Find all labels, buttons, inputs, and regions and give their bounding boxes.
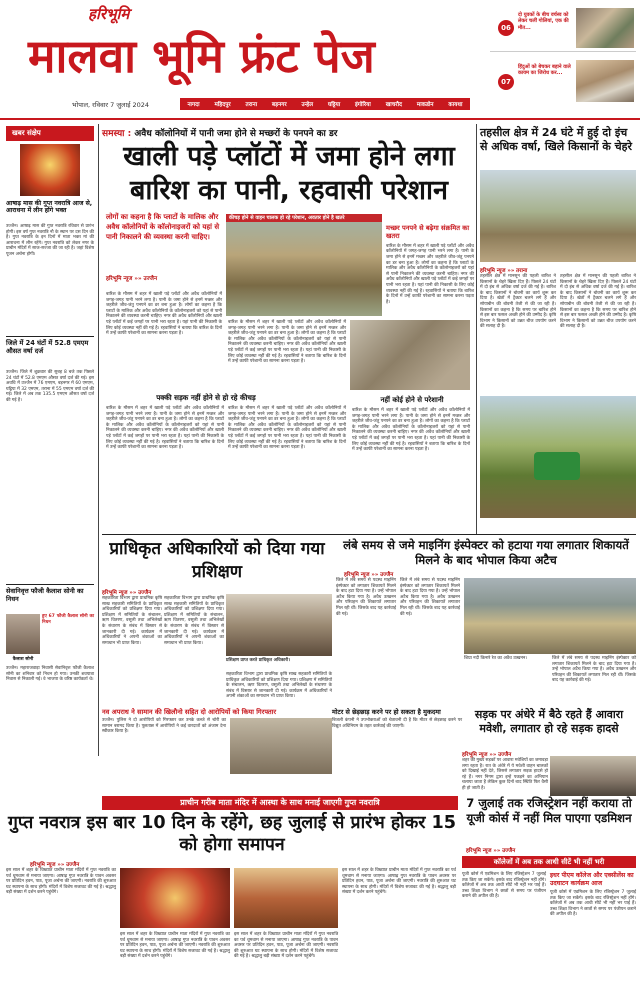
navratri-body-1: इस साल में शहर के विख्यात प्राचीन माता मंदिरों में गुप्त नवरात्रि का पर्व धूमधाम से मनाया जाएगा। आषाढ़ गुप्त नवरात्रि के पावन अवसर पर प्रतिदिन हवन, पाठ, पूजा अर्चना की जाएगी। नवरात्रि की शुरुआत घट स्थापना के साथ होगी। मंदिरों में विशेष सजावट की गई है। श्रद्धालु बड़ी संख्या में दर्शन करने पहुंचेंगे। bbox=[6, 868, 116, 896]
cattle-headline: सड़क पर अंधेरे में बैठे रहते हैं आवारा मवेशी, लगातार हो रहे सड़क हादसे bbox=[474, 708, 624, 735]
tractor-icon bbox=[534, 452, 580, 480]
farmers-body-2: तहसील क्षेत्र में मानसून की पहली बारिश ने किसानों के चेहरे खिला दिए हैं। पिछले 24 घंटों में दो इंच से अधिक वर्षा दर्ज की गई है। बारिश के बाद किसानों ने बोवनी का कार्य शुरू कर दिया है। खेतों में ट्रैक्टर चलने लगे हैं और सोयाबीन की बोवनी तेजी से की जा रही है। किसानों का कहना है कि समय पर बारिश होने से इस बार फसल अच्छी होने की उम्मीद है। कृषि विभाग ने किसानों को उन्नत बीज उपयोग करने की सलाह दी है। bbox=[560, 274, 636, 330]
district-10: कायथा bbox=[448, 102, 463, 108]
training-body-3: सहकारिता विभाग द्वारा प्राथमिक कृषि साख सहकारी समितियों के प्राधिकृत अधिकारियों को प्रशिक्षण दिया गया। प्रशिक्षण में समितियों के संचालन, ऋण वितरण, वसूली तथा अभिलेखों के संधारण के संबंध में विस्तार से जानकारी दी गई। कार्यक्रम में अधिकारियों ने अपनी शंकाओं का समाधान भी प्राप्त किया। bbox=[226, 672, 332, 700]
farmers-story bbox=[480, 126, 636, 536]
cattle-body-1: शहर की मुख्य सड़कों पर आवारा मवेशियों का जमावड़ा लगा रहता है। रात के अंधेरे में ये मवेशी वाहन चालकों को दिखाई नहीं देते, जिससे लगातार सड़क हादसे हो रहे हैं। नगर निगम द्वारा इन्हें पकड़ने का अभियान चलाया जाता है लेकिन कुछ दिनों बाद स्थिति फिर वैसी ही हो जाती है। bbox=[462, 758, 548, 791]
training-byline: हरिभूमि न्यूज »» उज्जैन bbox=[102, 590, 152, 596]
lead-photo-caption: कीचड़ होने से वाहन चालक हो रहे परेशान, अवतार होने है खतरे bbox=[226, 214, 382, 222]
navratri-photo-1 bbox=[120, 868, 230, 928]
district-9: माकडोन bbox=[416, 102, 434, 108]
crime-body: उज्जैन। पुलिस ने दो आरोपियों को गिरफ्तार कर उनके कब्जे से चोरी का सामान बरामद किया है। पूछताछ में आरोपियों ने कई वारदातों को अंजाम देना स्वीकार किया है। bbox=[102, 718, 226, 735]
college-byline: हरिभूमि न्यूज »» उज्जैन bbox=[466, 848, 516, 854]
college-story bbox=[462, 796, 636, 1004]
navratri-byline: हरिभूमि न्यूज »» उज्जैन bbox=[30, 862, 80, 868]
mining-story bbox=[336, 538, 636, 706]
lead-inset-body: बारिश के मौसम में शहर में खाली पड़े प्लॉटों और अवैध कॉलोनियों में जगह-जगह पानी भरने लगा है। पानी के जमा होने से इनमें मच्छर और जहरीले जीव-जंतु पनपने का डर बना हुआ है। लोगों का कहना है कि प्लाटों के मालिक और अवैध कॉलोनियों के कॉलोनाइजरों को यहां से पानी निकालने की व्यवस्था करनी चाहिए। नगर की अवैध कॉलोनियों और खाली पड़े प्लॉटों में कई जगहों पर पानी भरा रहता है। यहां पानी की निकासी के लिए कोई व्यवस्था नहीं की गई है। रहवासियों ने बताया कि बारिश के दिनों में उन्हें काफी परेशानी का सामना करना पड़ता है। bbox=[386, 243, 474, 305]
crime-photo bbox=[230, 718, 332, 774]
district-8: खाचरौद bbox=[385, 102, 402, 108]
training-story bbox=[102, 538, 332, 708]
lead-body-col-5: बारिश के मौसम में शहर में खाली पड़े प्लॉटों और अवैध कॉलोनियों में जगह-जगह पानी भरने लगा है। पानी के जमा होने से इनमें मच्छर और जहरीले जीव-जंतु पनपने का डर बना हुआ है। लोगों का कहना है कि प्लाटों के मालिक और अवैध कॉलोनियों के कॉलोनाइजरों को यहां से पानी निकालने की व्यवस्था करनी चाहिए। नगर की अवैध कॉलोनियों और खाली पड़े प्लॉटों में कई जगहों पर पानी भरा रहता है। यहां पानी की निकासी के लिए कोई व्यवस्था नहीं की गई है। रहवासियों ने बताया कि बारिश के दिनों में उन्हें काफी परेशानी का सामना करना पड़ता है। bbox=[352, 408, 470, 453]
district-6: घट्टिया bbox=[327, 102, 341, 108]
training-caption: प्रशिक्षण प्राप्त करते प्राधिकृत अधिकारी। bbox=[226, 658, 290, 663]
navratri-headline: गुप्त नवरात्र इस बार 10 दिन के रहेंगे, छह जुलाई से प्रारंभ होकर 15 को होगा समापन bbox=[7, 813, 457, 855]
training-body-1: सहकारिता विभाग द्वारा प्राथमिक कृषि साख सहकारी समितियों के प्राधिकृत अधिकारियों को प्रशिक्षण दिया गया। प्रशिक्षण में समितियों के संचालन, ऋण वितरण, वसूली तथा अभिलेखों के संधारण के संबंध में विस्तार से जानकारी दी गई। कार्यक्रम में अधिकारियों ने अपनी शंकाओं का समाधान भी प्राप्त किया। bbox=[102, 596, 162, 646]
navratri-body-4: इस साल में शहर के विख्यात प्राचीन माता मंदिरों में गुप्त नवरात्रि का पर्व धूमधाम से मनाया जाएगा। आषाढ़ गुप्त नवरात्रि के पावन अवसर पर प्रतिदिन हवन, पाठ, पूजा अर्चना की जाएगी। नवरात्रि की शुरुआत घट स्थापना के साथ होगी। मंदिरों में विशेष सजावट की गई है। श्रद्धालु बड़ी संख्या में दर्शन करने पहुंचेंगे। bbox=[342, 868, 456, 896]
cattle-body bbox=[336, 750, 636, 794]
lead-byline: हरिभूमि न्यूज »» उज्जैन bbox=[106, 276, 158, 282]
college-sub: इधर पीएम कॉलेज और एक्सीलेंस का उदघाटन कार्यक्रम आज bbox=[550, 872, 634, 887]
lead-photo bbox=[226, 214, 382, 316]
training-headline: प्राधिकृत अधिकारियों को दिया गया प्रशिक्षण bbox=[109, 539, 325, 582]
promo-text: दो युवकों के बीच वर्चस्व को लेकर चलीं गोलियां, एक की मौत... bbox=[518, 12, 569, 31]
masthead-rule bbox=[0, 118, 640, 120]
college-banner: कॉलेजों में अब तक आधी सीटें भी नहीं भरी bbox=[462, 856, 636, 868]
brand-logo: हरिभूमि bbox=[88, 5, 130, 23]
college-body-2: यूजी कोर्स में एडमिशन के लिए रजिस्ट्रेशन 7 जुलाई तक किए जा सकेंगे। इसके बाद रजिस्ट्रेशन नहीं होंगे। कॉलेजों में अब तक आधी सीटें भी नहीं भर पाई हैं। उच्च शिक्षा विभाग ने छात्रों से समय पर पंजीयन कराने की अपील की है। bbox=[550, 890, 636, 918]
district-4: बड़नगर bbox=[271, 102, 287, 108]
training-photo bbox=[226, 594, 332, 656]
meter-body: बिजली कंपनी ने उपभोक्ताओं को चेतावनी दी है कि मीटर से छेड़छाड़ करने पर विद्युत अधिनियम के तहत कार्रवाई की जाएगी। bbox=[332, 718, 462, 729]
farmers-body-1: तहसील क्षेत्र में मानसून की पहली बारिश ने किसानों के चेहरे खिला दिए हैं। पिछले 24 घंटों में दो इंच से अधिक वर्षा दर्ज की गई है। बारिश के बाद किसानों ने बोवनी का कार्य शुरू कर दिया है। खेतों में ट्रैक्टर चलने लगे हैं और सोयाबीन की बोवनी तेजी से की जा रही है। किसानों का कहना है कि समय पर बारिश होने से इस बार फसल अच्छी होने की उम्मीद है। कृषि विभाग ने किसानों को उन्नत बीज उपयोग करने की सलाह दी है। bbox=[480, 274, 556, 330]
college-headline: 7 जुलाई तक रजिस्ट्रेशन नहीं कराया तो यूजी कोर्स में नहीं मिल पाएगा एडमिशन bbox=[466, 796, 632, 825]
promo-text: हिंदुओं को बेचकर बहाने वाले कायम का जिरोध कर... bbox=[518, 64, 571, 77]
mining-headline: लंबे समय से जमे माइनिंग इंस्पेक्टर को हटाया गया लगातार शिकायतें मिलने के बाद भोपाल किया अटैच bbox=[343, 538, 629, 567]
masthead bbox=[0, 0, 640, 122]
promo-photo bbox=[576, 8, 634, 48]
sidebar-item-3-body: उज्जैन। महाराजवाड़ा निवासी सेवानिवृत्त फौजी कैलाश सोनी का शनिवार को निधन हो गया। उनकी शवयात्रा निवास से निकाली गई। वे भाजपा के वरिष्ठ कार्यकर्ता थे। bbox=[6, 666, 94, 683]
lead-photo-2 bbox=[350, 320, 470, 390]
cattle-byline: हरिभूमि न्यूज »» उज्जैन bbox=[462, 752, 512, 758]
farmers-headline: तहसील क्षेत्र में 24 घंटे में हुई दो इंच से अधिक वर्षा, खिले किसानों के चेहरे bbox=[480, 126, 632, 153]
lead-kicker bbox=[102, 126, 474, 139]
lead-body-col-3: बारिश के मौसम में शहर में खाली पड़े प्लॉटों और अवैध कॉलोनियों में जगह-जगह पानी भरने लगा है। पानी के जमा होने से इनमें मच्छर और जहरीले जीव-जंतु पनपने का डर बना हुआ है। लोगों का कहना है कि प्लाटों के मालिक और अवैध कॉलोनियों के कॉलोनाइजरों को यहां से पानी निकालने की व्यवस्था करनी चाहिए। नगर की अवैध कॉलोनियों और खाली पड़े प्लॉटों में कई जगहों पर पानी भरा रहता है। यहां पानी की निकासी के लिए कोई व्यवस्था नहीं की गई है। रहवासियों ने बताया कि बारिश के दिनों में उन्हें काफी परेशानी का सामना करना पड़ता है। bbox=[106, 406, 224, 451]
promo-box-1 bbox=[490, 6, 636, 52]
mining-byline: हरिभूमि न्यूज »» उज्जैन bbox=[344, 572, 394, 578]
lead-story bbox=[102, 126, 474, 526]
sidebar-obit-label: हुए 67 फौजी कैलाश सोनी का निधन bbox=[42, 614, 94, 625]
sidebar-header: खबर संक्षेप bbox=[6, 126, 94, 141]
lead-inset bbox=[386, 224, 474, 316]
lead-body-col-1: बारिश के मौसम में शहर में खाली पड़े प्लॉटों और अवैध कॉलोनियों में जगह-जगह पानी भरने लगा है। पानी के जमा होने से इनमें मच्छर और जहरीले जीव-जंतु पनपने का डर बना हुआ है। लोगों का कहना है कि प्लाटों के मालिक और अवैध कॉलोनियों के कॉलोनाइजरों को यहां से पानी निकालने की व्यवस्था करनी चाहिए। नगर की अवैध कॉलोनियों और खाली पड़े प्लॉटों में कई जगहों पर पानी भरा रहता है। यहां पानी की निकासी के लिए कोई व्यवस्था नहीं की गई है। रहवासियों ने बताया कि बारिश के दिनों में उन्हें काफी परेशानी का सामना करना पड़ता है। bbox=[106, 292, 222, 337]
lead-headline: खाली पड़े प्लॉटों में जमा होने लगा बारिश का पानी, रहवासी परेशान bbox=[123, 141, 455, 206]
navratri-body-2: इस साल में शहर के विख्यात प्राचीन माता मंदिरों में गुप्त नवरात्रि का पर्व धूमधाम से मनाया जाएगा। आषाढ़ गुप्त नवरात्रि के पावन अवसर पर प्रतिदिन हवन, पाठ, पूजा अर्चना की जाएगी। नवरात्रि की शुरुआत घट स्थापना के साथ होगी। मंदिरों में विशेष सजावट की गई है। श्रद्धालु बड़ी संख्या में दर्शन करने पहुंचेंगे। bbox=[120, 932, 230, 960]
sidebar-photo-deity bbox=[20, 144, 80, 196]
sidebar-item-3-title: सेवानिवृत्त फौजी कैलाश सोनी का निधन bbox=[6, 587, 84, 603]
sidebar-item-1-body: उज्जैन। आषाढ़ मास की गुप्त नवरात्रि रविवार से प्रारंभ होगी। इस वर्ष गुप्त नवरात्रि नौ के स्थान पर दस दिन की है। गुप्त नवरात्रि के इन दिनों में माता भक्त मां की आराधना में लीन रहेंगे। गुप्त नवरात्रि को लेकर नगर के प्राचीन मंदिरों में साज-सज्जा की जा रही है। जहां विशेष पूजन अर्चना होगी। bbox=[6, 224, 94, 257]
cattle-photo bbox=[550, 756, 636, 796]
navratri-banner: प्राचीन गरीब माता मंदिर में आस्था के साथ मनाई जाएगी गुप्त नवरात्रि bbox=[102, 796, 458, 810]
lead-body-col-4: बारिश के मौसम में शहर में खाली पड़े प्लॉटों और अवैध कॉलोनियों में जगह-जगह पानी भरने लगा है। पानी के जमा होने से इनमें मच्छर और जहरीले जीव-जंतु पनपने का डर बना हुआ है। लोगों का कहना है कि प्लाटों के मालिक और अवैध कॉलोनियों के कॉलोनाइजरों को यहां से पानी निकालने की व्यवस्था करनी चाहिए। नगर की अवैध कॉलोनियों और खाली पड़े प्लॉटों में कई जगहों पर पानी भरा रहता है। यहां पानी की निकासी के लिए कोई व्यवस्था नहीं की गई है। रहवासियों ने बताया कि बारिश के दिनों में उन्हें काफी परेशानी का सामना करना पड़ता है। bbox=[228, 406, 346, 451]
mining-body-1: जिले में लंबे समय से पदस्थ माइनिंग इंस्पेक्टर को लगातार शिकायतें मिलने के बाद हटा दिया गया है। उन्हें भोपाल अटैच किया गया है। अवैध उत्खनन और परिवहन की शिकायतें लगातार मिल रही थीं। जिसके बाद यह कार्रवाई की गई। bbox=[336, 578, 396, 617]
sidebar-item-1-title: आषाढ़ मास की गुप्त नवरात्रि आज से, आराधना में लीन होंगे भक्त bbox=[6, 200, 93, 215]
district-7: इंगोरिया bbox=[355, 102, 371, 108]
lead-sub-2: नहीं कोई होने से परेशानी bbox=[380, 396, 444, 404]
training-body-2: सहकारिता विभाग द्वारा प्राथमिक कृषि साख सहकारी समितियों के प्राधिकृत अधिकारियों को प्रशिक्षण दिया गया। प्रशिक्षण में समितियों के संचालन, ऋण वितरण, वसूली तथा अभिलेखों के संधारण के संबंध में विस्तार से जानकारी दी गई। कार्यक्रम में अधिकारियों ने अपनी शंकाओं का समाधान भी प्राप्त किया। bbox=[164, 596, 224, 646]
navratri-story bbox=[6, 812, 458, 1004]
farmers-byline: हरिभूमि न्यूज »» तराना bbox=[480, 268, 528, 274]
sidebar-divider bbox=[6, 336, 94, 337]
farmers-photo-1 bbox=[480, 170, 636, 262]
navratri-photo-2 bbox=[234, 868, 338, 928]
district-3: तराना bbox=[245, 102, 258, 108]
sidebar-obit-photo bbox=[6, 614, 40, 654]
sidebar-item-2-title: जिले में 24 घंटों में 52.8 एमएम औसत वर्षा दर्ज bbox=[6, 339, 89, 355]
district-1: नागदा bbox=[187, 102, 200, 108]
promo-number: 07 bbox=[498, 74, 514, 90]
lead-kicker-label: समस्या : bbox=[102, 129, 132, 139]
district-bar bbox=[180, 98, 470, 110]
lead-inset-title: मच्छर पनपने से बढ़ेगा संक्रमित का खतरा bbox=[386, 224, 470, 241]
lead-kicker-text: अवैध कॉलोनियों में पानी जमा होने से मच्छरों के पनपने का डर bbox=[134, 129, 338, 139]
college-body-1: यूजी कोर्स में एडमिशन के लिए रजिस्ट्रेशन 7 जुलाई तक किए जा सकेंगे। इसके बाद रजिस्ट्रेशन नहीं होंगे। कॉलेजों में अब तक आधी सीटें भी नहीं भर पाई हैं। उच्च शिक्षा विभाग ने छात्रों से समय पर पंजीयन कराने की अपील की है। bbox=[462, 872, 546, 900]
lead-right-rule bbox=[476, 124, 477, 534]
lead-body-col-2: बारिश के मौसम में शहर में खाली पड़े प्लॉटों और अवैध कॉलोनियों में जगह-जगह पानी भरने लगा है। पानी के जमा होने से इनमें मच्छर और जहरीले जीव-जंतु पनपने का डर बना हुआ है। लोगों का कहना है कि प्लाटों के मालिक और अवैध कॉलोनियों के कॉलोनाइजरों को यहां से पानी निकालने की व्यवस्था करनी चाहिए। नगर की अवैध कॉलोनियों और खाली पड़े प्लॉटों में कई जगहों पर पानी भरा रहता है। यहां पानी की निकासी के लिए कोई व्यवस्था नहीं की गई है। रहवासियों ने बताया कि बारिश के दिनों में उन्हें काफी परेशानी का सामना करना पड़ता है। bbox=[228, 320, 346, 365]
lead-intro: लोगों का कहना है कि प्लाटों के मालिक और अवैध कॉलोनियों के कॉलोनाइजरों को यहां से पानी निकालने की व्यवस्था करनी चाहिए। bbox=[106, 213, 220, 241]
sidebar bbox=[6, 122, 94, 762]
mining-caption: शिप्रा नदी किनारे रेत का अवैध उत्खनन। bbox=[464, 656, 527, 661]
navratri-body-3: इस साल में शहर के विख्यात प्राचीन माता मंदिरों में गुप्त नवरात्रि का पर्व धूमधाम से मनाया जाएगा। आषाढ़ गुप्त नवरात्रि के पावन अवसर पर प्रतिदिन हवन, पाठ, पूजा अर्चना की जाएगी। नवरात्रि की शुरुआत घट स्थापना के साथ होगी। मंदिरों में विशेष सजावट की गई है। श्रद्धालु बड़ी संख्या में दर्शन करने पहुंचेंगे। bbox=[234, 932, 338, 960]
sidebar-divider bbox=[6, 584, 94, 585]
sidebar-rule bbox=[98, 124, 99, 756]
mining-body-3: जिले में लंबे समय से पदस्थ माइनिंग इंस्पेक्टर को लगातार शिकायतें मिलने के बाद हटा दिया गया है। उन्हें भोपाल अटैच किया गया है। अवैध उत्खनन और परिवहन की शिकायतें लगातार मिल रही थीं। जिसके बाद यह कार्रवाई की गई। bbox=[552, 656, 636, 684]
sidebar-obit-name: कैलाश सोनी bbox=[12, 657, 34, 662]
masthead-title: मालवा भूमि फ्रंट पेज bbox=[28, 29, 375, 83]
mining-photo bbox=[464, 578, 636, 654]
farmers-photo-tractor bbox=[480, 396, 636, 518]
promo-photo bbox=[576, 60, 634, 102]
section-rule bbox=[102, 534, 636, 535]
meter-headline: मोटर से छेड़छाड़ करने पर हो सकता है मुकदमा bbox=[332, 708, 441, 716]
crime-story bbox=[102, 708, 332, 776]
sidebar-item-2-body: उज्जैन। जिले में शुक्रवार की सुबह 8 बजे तक पिछले 24 घंटों में 52.8 एमएम औसत वर्षा दर्ज की गई। इस अवधि में उज्जैन में 76 एमएम, बड़नगर में 60 एमएम, घट्टिया में 32 एमएम, तराना में 55 एमएम वर्षा दर्ज की गई। जिले में अब तक 135.5 एमएम औसत वर्षा दर्ज की गई है। bbox=[6, 370, 94, 403]
district-2: महिदपुर bbox=[214, 102, 231, 108]
promo-number: 06 bbox=[498, 20, 514, 36]
lead-sub-1: पक्की सड़क नहीं होने से हो रहे कीचड़ bbox=[156, 393, 256, 402]
district-5: उन्हेल bbox=[301, 102, 314, 108]
promo-box-2 bbox=[490, 58, 636, 106]
mining-body-2: जिले में लंबे समय से पदस्थ माइनिंग इंस्पेक्टर को लगातार शिकायतें मिलने के बाद हटा दिया गया है। उन्हें भोपाल अटैच किया गया है। अवैध उत्खनन और परिवहन की शिकायतें लगातार मिल रही थीं। जिसके बाद यह कार्रवाई की गई। bbox=[400, 578, 460, 617]
dateline: भोपाल, रविवार 7 जुलाई 2024 bbox=[72, 101, 150, 109]
crime-headline: नव अपराध ने सामान की खिलौनो सहित दो आरोपियों को किया गिरफ्तार bbox=[102, 708, 277, 716]
